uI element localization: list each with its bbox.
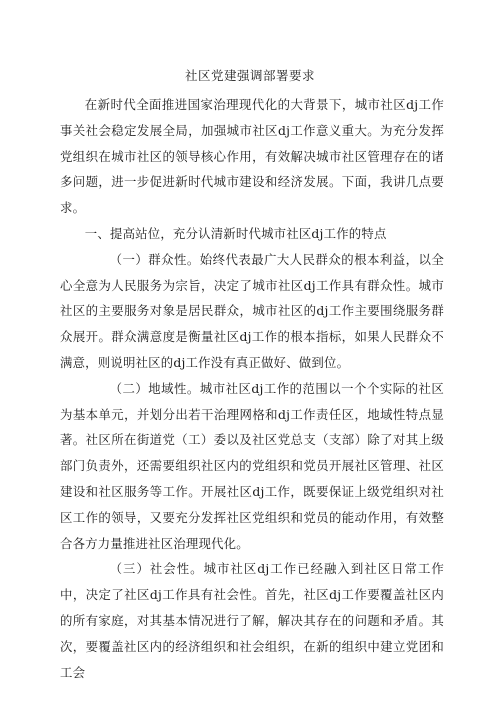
point-paragraph-2: （二）地域性。城市社区dj工作的范围以一个个实际的社区为基本单元，并划分出若干治理网格和dj工作责任区，地域性特点显著。社区所在街道党（工）委以及社区党总支（支部）除了对其上级部门负责外，还需要组织社区内的党组织和党员开展社区管理、社区建设和社区服务等工作。开展社区dj工作，既要保证上级党组织对社区工作的领导，又要充分发挥社区党组织和党员的能动作用，有效整合各方力量推进社区治理现代化。	[60, 380, 444, 551]
point-paragraph-1: （一）群众性。始终代表最广大人民群众的根本利益，以全心全意为人民服务为宗旨，决定了城市社区dj工作具有群众性。城市社区的主要服务对象是居民群众，城市社区的dj工作主要围绕服务群众展开。群众满意度是衡量社区dj工作的根本指标，如果人民群众不满意，则说明社区的dj工作没有真正做好、做到位。	[60, 251, 444, 370]
intro-paragraph: 在新时代全面推进国家治理现代化的大背景下，城市社区dj工作事关社会稳定发展全局，加强城市社区dj工作意义重大。为充分发挥党组织在城市社区的领导核心作用，有效解决城市社区管理存在的诸多问题，进一步促进新时代城市建设和经济发展。下面，我讲几点要求。	[60, 97, 444, 216]
document-title: 社区党建强调部署要求	[184, 68, 315, 83]
document-body	[60, 92, 444, 685]
point-paragraph-3: （三）社会性。城市社区dj工作已经融入到社区日常工作中，决定了社区dj工作具有社会性。首先，社区dj工作要覆盖社区内的所有家庭，对其基本情况进行了解，解决其存在的问题和矛盾。其次，要覆盖社区内的经济组织和社会组织，在新的组织中建立党团和工会	[60, 561, 444, 680]
section-heading-1: 一、提高站位，充分认清新时代城市社区dj工作的特点	[84, 225, 387, 241]
